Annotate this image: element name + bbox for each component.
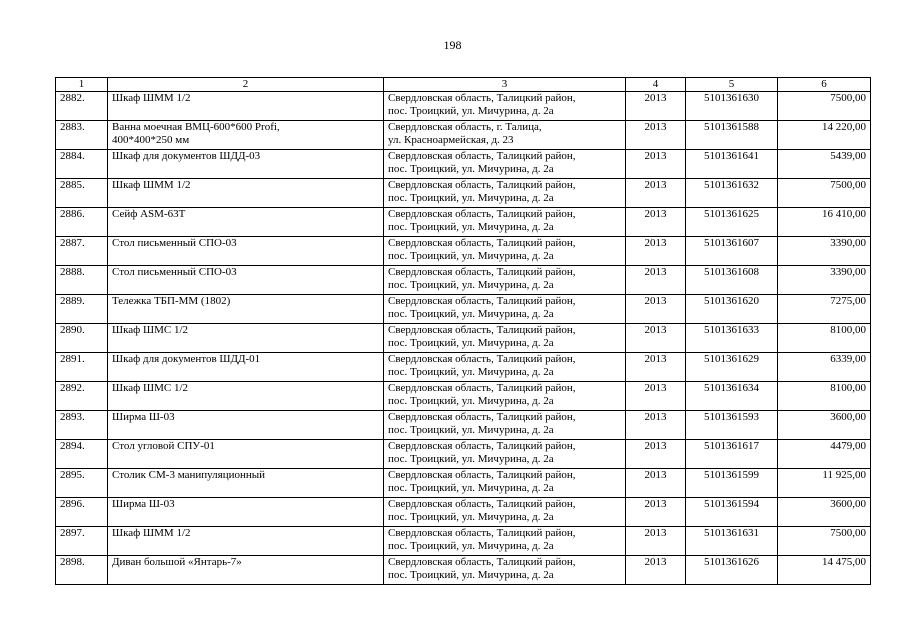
address-cell-line: Свердловская область, Талицкий район, (388, 527, 576, 539)
row-number-cell: 2898. (56, 556, 108, 585)
address-cell (384, 266, 626, 295)
address-cell-line: пос. Троицкий, ул. Мичурина, д. 2а (388, 308, 554, 320)
item-name-cell (108, 498, 384, 527)
address-cell-line: Свердловская область, Талицкий район, (388, 324, 576, 336)
address-cell-line: пос. Троицкий, ул. Мичурина, д. 2а (388, 192, 554, 204)
header-row (56, 78, 871, 92)
item-name-cell (108, 121, 384, 150)
inventory-number-cell: 5101361593 (686, 411, 778, 440)
column-header: 3 (384, 78, 626, 92)
price-cell: 7500,00 (778, 527, 871, 556)
inventory-number-cell: 5101361626 (686, 556, 778, 585)
item-name-cell-line: Ванна моечная ВМЦ-600*600 Profi, (112, 121, 280, 133)
item-name-cell (108, 411, 384, 440)
item-name-cell (108, 179, 384, 208)
column-header: 2 (108, 78, 384, 92)
item-name-cell-line: Шкаф для документов ШДД-03 (112, 150, 261, 162)
inventory-number-cell: 5101361631 (686, 527, 778, 556)
year-cell: 2013 (626, 527, 686, 556)
price-cell: 5439,00 (778, 150, 871, 179)
address-cell-line: Свердловская область, Талицкий район, (388, 469, 576, 481)
column-header: 6 (778, 78, 871, 92)
address-cell-line: пос. Троицкий, ул. Мичурина, д. 2а (388, 395, 554, 407)
inventory-number-cell: 5101361608 (686, 266, 778, 295)
item-name-cell-line: Стол письменный СПО-03 (112, 237, 237, 249)
item-name-cell (108, 92, 384, 121)
row-number-cell: 2893. (56, 411, 108, 440)
year-cell: 2013 (626, 208, 686, 237)
table-row (56, 324, 871, 353)
price-cell: 3390,00 (778, 266, 871, 295)
address-cell (384, 527, 626, 556)
address-cell-line: пос. Троицкий, ул. Мичурина, д. 2а (388, 424, 554, 436)
item-name-cell-line: Шкаф ШММ 1/2 (112, 527, 191, 539)
year-cell: 2013 (626, 121, 686, 150)
address-cell-line: Свердловская область, г. Талица, (388, 121, 542, 133)
item-name-cell-line: Ширма Ш-03 (112, 498, 175, 510)
item-name-cell-line: Диван большой «Янтарь-7» (112, 556, 242, 568)
address-cell (384, 469, 626, 498)
address-cell-line: Свердловская область, Талицкий район, (388, 92, 576, 104)
address-cell-line: пос. Троицкий, ул. Мичурина, д. 2а (388, 163, 554, 175)
table-row (56, 527, 871, 556)
year-cell: 2013 (626, 295, 686, 324)
address-cell (384, 208, 626, 237)
item-name-cell (108, 295, 384, 324)
item-name-cell-line: Тележка ТБП-ММ (1802) (112, 295, 231, 307)
address-cell-line: Свердловская область, Талицкий район, (388, 237, 576, 249)
row-number-cell: 2887. (56, 237, 108, 266)
address-cell (384, 440, 626, 469)
table-row (56, 382, 871, 411)
address-cell-line: пос. Троицкий, ул. Мичурина, д. 2а (388, 453, 554, 465)
row-number-cell: 2889. (56, 295, 108, 324)
address-cell-line: Свердловская область, Талицкий район, (388, 353, 576, 365)
year-cell: 2013 (626, 440, 686, 469)
address-cell (384, 353, 626, 382)
price-cell: 7500,00 (778, 179, 871, 208)
address-cell (384, 411, 626, 440)
price-cell: 11 925,00 (778, 469, 871, 498)
inventory-number-cell: 5101361588 (686, 121, 778, 150)
row-number-cell: 2897. (56, 527, 108, 556)
item-name-cell (108, 324, 384, 353)
row-number-cell: 2890. (56, 324, 108, 353)
item-name-cell-line: Шкаф ШМС 1/2 (112, 382, 189, 394)
inventory-number-cell: 5101361633 (686, 324, 778, 353)
inventory-number-cell: 5101361634 (686, 382, 778, 411)
address-cell-line: пос. Троицкий, ул. Мичурина, д. 2а (388, 482, 554, 494)
address-cell (384, 295, 626, 324)
table-row (56, 121, 871, 150)
address-cell-line: Свердловская область, Талицкий район, (388, 208, 576, 220)
column-header: 4 (626, 78, 686, 92)
price-cell: 8100,00 (778, 382, 871, 411)
address-cell-line: пос. Троицкий, ул. Мичурина, д. 2а (388, 366, 554, 378)
address-cell-line: Свердловская область, Талицкий район, (388, 556, 576, 568)
address-cell-line: пос. Троицкий, ул. Мичурина, д. 2а (388, 540, 554, 552)
inventory-number-cell: 5101361607 (686, 237, 778, 266)
row-number-cell: 2885. (56, 179, 108, 208)
address-cell (384, 324, 626, 353)
price-cell: 16 410,00 (778, 208, 871, 237)
inventory-number-cell: 5101361594 (686, 498, 778, 527)
item-name-cell (108, 469, 384, 498)
item-name-cell-line: Шкаф ШМС 1/2 (112, 324, 189, 336)
item-name-cell-line: Шкаф для документов ШДД-01 (112, 353, 261, 365)
inventory-number-cell: 5101361632 (686, 179, 778, 208)
address-cell (384, 92, 626, 121)
year-cell: 2013 (626, 353, 686, 382)
address-cell (384, 237, 626, 266)
address-cell (384, 150, 626, 179)
item-name-cell-line: Шкаф ШММ 1/2 (112, 92, 191, 104)
address-cell-line: Свердловская область, Талицкий район, (388, 150, 576, 162)
address-cell-line: пос. Троицкий, ул. Мичурина, д. 2а (388, 569, 554, 581)
inventory-number-cell: 5101361629 (686, 353, 778, 382)
address-cell-line: Свердловская область, Талицкий район, (388, 440, 576, 452)
item-name-cell (108, 208, 384, 237)
item-name-cell-line: Ширма Ш-03 (112, 411, 175, 423)
year-cell: 2013 (626, 179, 686, 208)
year-cell: 2013 (626, 411, 686, 440)
table-row (56, 440, 871, 469)
address-cell-line: Свердловская область, Талицкий район, (388, 295, 576, 307)
item-name-cell-line: Столик СМ-3 манипуляционный (112, 469, 266, 481)
item-name-cell-line: Стол угловой СПУ-01 (112, 440, 215, 452)
item-name-cell (108, 440, 384, 469)
address-cell (384, 556, 626, 585)
address-cell (384, 121, 626, 150)
column-header: 5 (686, 78, 778, 92)
year-cell: 2013 (626, 150, 686, 179)
price-cell: 14 220,00 (778, 121, 871, 150)
row-number-cell: 2888. (56, 266, 108, 295)
row-number-cell: 2894. (56, 440, 108, 469)
address-cell (384, 498, 626, 527)
row-number-cell: 2884. (56, 150, 108, 179)
row-number-cell: 2892. (56, 382, 108, 411)
address-cell-line: ул. Красноармейская, д. 23 (388, 134, 514, 146)
inventory-number-cell: 5101361599 (686, 469, 778, 498)
item-name-cell (108, 353, 384, 382)
address-cell-line: Свердловская область, Талицкий район, (388, 498, 576, 510)
inventory-number-cell: 5101361620 (686, 295, 778, 324)
item-name-cell-line: Стол письменный СПО-03 (112, 266, 237, 278)
column-header: 1 (56, 78, 108, 92)
price-cell: 6339,00 (778, 353, 871, 382)
item-name-cell (108, 527, 384, 556)
table-row (56, 208, 871, 237)
row-number-cell: 2886. (56, 208, 108, 237)
price-cell: 4479,00 (778, 440, 871, 469)
price-cell: 14 475,00 (778, 556, 871, 585)
address-cell-line: Свердловская область, Талицкий район, (388, 411, 576, 423)
price-cell: 7275,00 (778, 295, 871, 324)
year-cell: 2013 (626, 556, 686, 585)
address-cell (384, 179, 626, 208)
inventory-number-cell: 5101361625 (686, 208, 778, 237)
table-row (56, 295, 871, 324)
property-table (55, 77, 871, 585)
address-cell-line: Свердловская область, Талицкий район, (388, 179, 576, 191)
item-name-cell (108, 266, 384, 295)
table-body (56, 92, 871, 585)
table-row (56, 498, 871, 527)
table-row (56, 237, 871, 266)
item-name-cell-line: Сейф ASM-63T (112, 208, 186, 220)
year-cell: 2013 (626, 266, 686, 295)
year-cell: 2013 (626, 469, 686, 498)
price-cell: 8100,00 (778, 324, 871, 353)
price-cell: 7500,00 (778, 92, 871, 121)
table-row (56, 92, 871, 121)
price-cell: 3390,00 (778, 237, 871, 266)
item-name-cell (108, 237, 384, 266)
page-number: 198 (443, 38, 462, 52)
address-cell-line: пос. Троицкий, ул. Мичурина, д. 2а (388, 511, 554, 523)
address-cell-line: пос. Троицкий, ул. Мичурина, д. 2а (388, 250, 554, 262)
price-cell: 3600,00 (778, 411, 871, 440)
year-cell: 2013 (626, 382, 686, 411)
table-row (56, 353, 871, 382)
table-header (56, 78, 871, 92)
row-number-cell: 2895. (56, 469, 108, 498)
item-name-cell-line: Шкаф ШММ 1/2 (112, 179, 191, 191)
item-name-cell-line: 400*400*250 мм (112, 134, 190, 146)
row-number-cell: 2882. (56, 92, 108, 121)
price-cell: 3600,00 (778, 498, 871, 527)
item-name-cell (108, 556, 384, 585)
address-cell (384, 382, 626, 411)
inventory-number-cell: 5101361641 (686, 150, 778, 179)
year-cell: 2013 (626, 237, 686, 266)
inventory-number-cell: 5101361617 (686, 440, 778, 469)
table-row (56, 556, 871, 585)
table-row (56, 266, 871, 295)
address-cell-line: пос. Троицкий, ул. Мичурина, д. 2а (388, 279, 554, 291)
year-cell: 2013 (626, 92, 686, 121)
item-name-cell (108, 382, 384, 411)
address-cell-line: Свердловская область, Талицкий район, (388, 382, 576, 394)
row-number-cell: 2896. (56, 498, 108, 527)
address-cell-line: пос. Троицкий, ул. Мичурина, д. 2а (388, 105, 554, 117)
year-cell: 2013 (626, 498, 686, 527)
address-cell-line: пос. Троицкий, ул. Мичурина, д. 2а (388, 221, 554, 233)
row-number-cell: 2891. (56, 353, 108, 382)
table-row (56, 150, 871, 179)
table-row (56, 411, 871, 440)
inventory-number-cell: 5101361630 (686, 92, 778, 121)
item-name-cell (108, 150, 384, 179)
row-number-cell: 2883. (56, 121, 108, 150)
address-cell-line: Свердловская область, Талицкий район, (388, 266, 576, 278)
address-cell-line: пос. Троицкий, ул. Мичурина, д. 2а (388, 337, 554, 349)
table-row (56, 179, 871, 208)
year-cell: 2013 (626, 324, 686, 353)
table-row (56, 469, 871, 498)
